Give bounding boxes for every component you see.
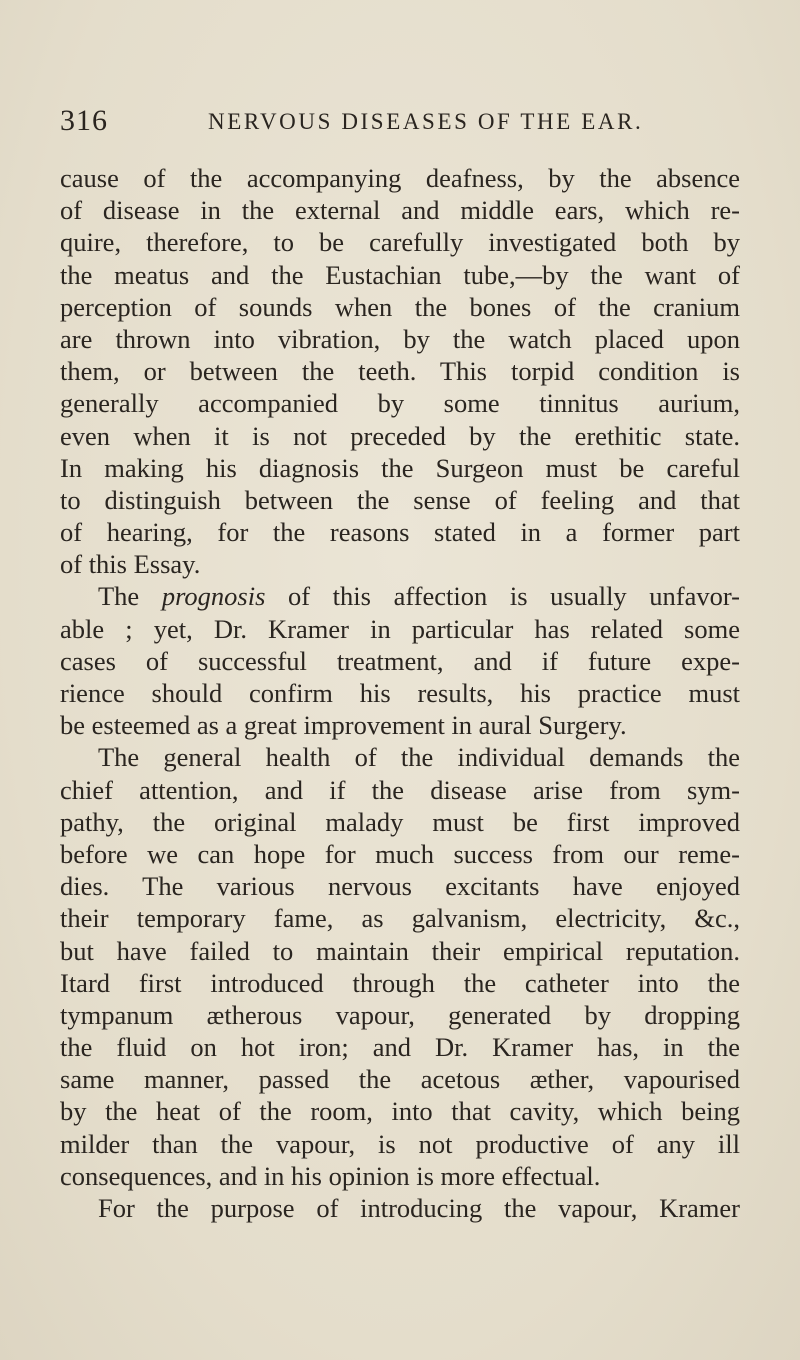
text-line: but have failed to maintain their empirical reputation. xyxy=(60,935,740,966)
text-line: pathy, the original malady must be first improved xyxy=(60,806,740,837)
text-line: before we can hope for much success from our reme- xyxy=(60,838,740,869)
body-text xyxy=(60,162,740,1224)
text-line: In making his diagnosis the Surgeon must be careful xyxy=(60,452,740,483)
italic-term: prognosis xyxy=(161,581,266,612)
text-line: generally accompanied by some tinnitus aurium, xyxy=(60,388,740,419)
text-line: them, or between the teeth. This torpid condition is xyxy=(60,356,740,387)
text-line: their temporary fame, as galvanism, electricity, &c., xyxy=(60,903,740,934)
text-line: For the purpose of introducing the vapour, Kramer xyxy=(98,1193,740,1223)
text-line: rience should confirm his results, his practice must xyxy=(60,678,740,708)
text-line: cause of the accompanying deafness, by the absence xyxy=(60,163,740,193)
text-line: the meatus and the Eustachian tube,—by the want of xyxy=(60,259,740,290)
text-line: The general health of the individual demands the xyxy=(98,742,740,773)
text-line: of this Essay. xyxy=(60,549,201,580)
text-line: of hearing, for the reasons stated in a former part xyxy=(60,517,740,548)
text-line: able ; yet, Dr. Kramer in particular has related some xyxy=(60,613,740,644)
text-line: tympanum ætherous vapour, generated by dropping xyxy=(60,999,740,1030)
text-line: same manner, passed the acetous æther, vapourised xyxy=(60,1064,740,1095)
text-line: to distinguish between the sense of feeling and that xyxy=(60,484,740,515)
text-line: chief attention, and if the disease arise from sym- xyxy=(60,774,740,805)
text-line: are thrown into vibration, by the watch placed upon xyxy=(60,323,740,354)
text-line: consequences, and in his opinion is more effectual. xyxy=(60,1160,601,1191)
text-line: Itard first introduced through the catheter into the xyxy=(60,967,740,998)
running-title: NERVOUS DISEASES OF THE EAR. xyxy=(208,109,644,134)
page-number: 316 xyxy=(60,104,108,137)
text-line xyxy=(60,580,740,612)
text-line: perception of sounds when the bones of the cranium xyxy=(60,291,740,322)
text-line: milder than the vapour, is not productive of any ill xyxy=(60,1128,740,1159)
text-line: of disease in the external and middle ears, which re- xyxy=(60,195,740,226)
text-line: cases of successful treatment, and if future expe- xyxy=(60,645,740,676)
text-line: dies. The various nervous excitants have enjoyed xyxy=(60,871,740,902)
text-line: by the heat of the room, into that cavity, which being xyxy=(60,1096,740,1127)
text-run: The xyxy=(98,581,162,612)
text-line: even when it is not preceded by the erethitic state. xyxy=(60,420,740,451)
text-line: quire, therefore, to be carefully investigated both by xyxy=(60,227,740,258)
running-head xyxy=(60,104,740,144)
text-line: be esteemed as a great improvement in aural Surgery. xyxy=(60,710,627,741)
text-line: the fluid on hot iron; and Dr. Kramer has, in the xyxy=(60,1032,740,1063)
text-run: of this affection is usually unfavor- xyxy=(265,581,740,612)
